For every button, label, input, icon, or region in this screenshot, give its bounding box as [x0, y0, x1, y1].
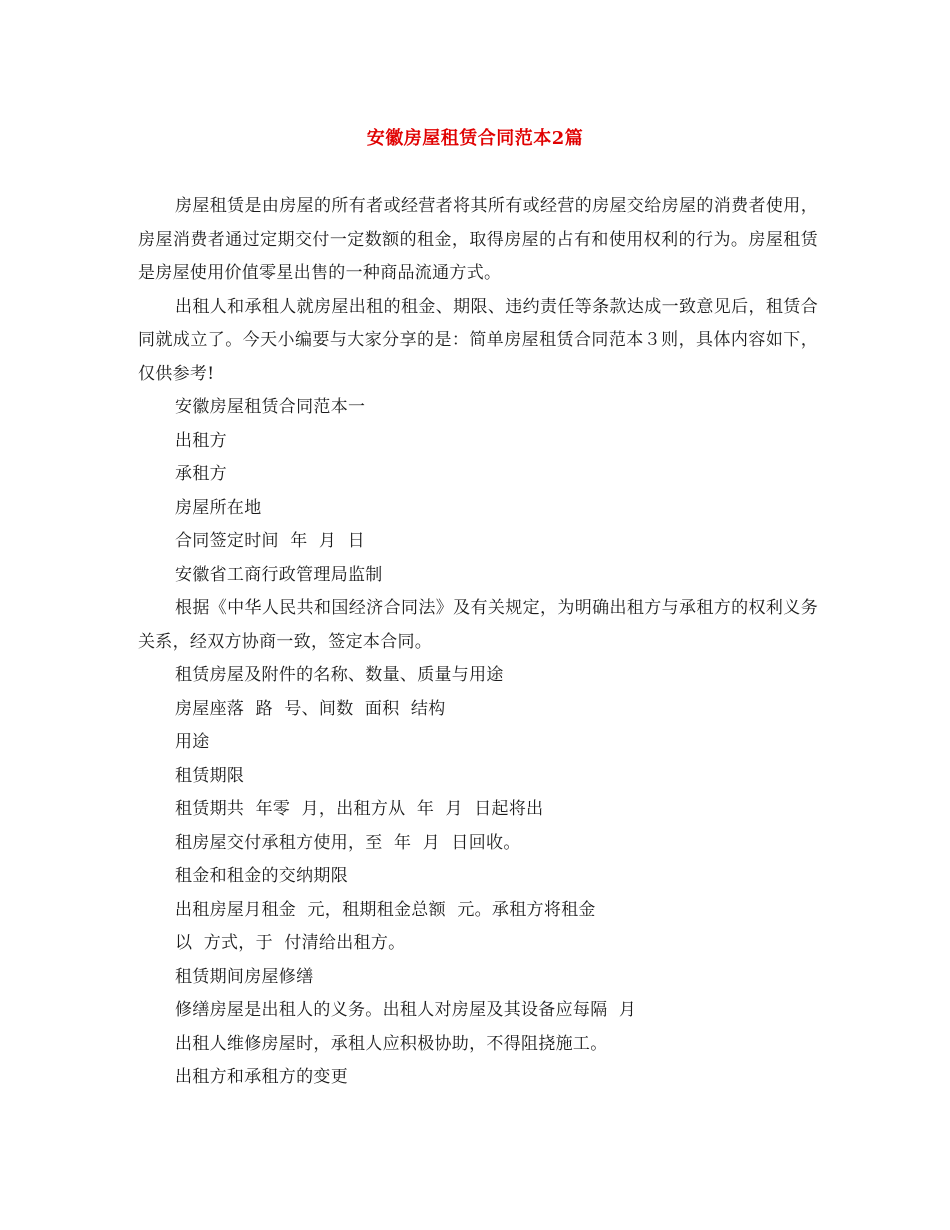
property-location-field: 房屋所在地	[175, 497, 262, 518]
clause-line: 租金和租金的交纳期限	[175, 866, 348, 886]
clause-line: 出租人维修房屋时，承租人应积极协助，不得阻挠施工。	[175, 1033, 608, 1054]
legal-basis-paragraph: 根据《中华人民共和国经济合同法》及有关规定，为明确出租方与承租方的权利义务关系，经双方协商一致，签定本合同。	[138, 598, 818, 652]
clause-line: 修缮房屋是出租人的义务。出租人对房屋及其设备应每隔 月	[175, 1000, 637, 1020]
clause-line: 以 方式，于 付清给出租方。	[175, 933, 406, 953]
clause-line: 用途	[175, 732, 210, 752]
intro-paragraph: 房屋租赁是由房屋的所有者或经营者将其所有或经营的房屋交给房屋的消费者使用，房屋消费者通过定期交付一定数额的租金，取得房屋的占有和使用权利的行为。房屋租赁是房屋使用价值零星出售的一种商品流通方式。	[138, 196, 818, 283]
document-body	[138, 190, 818, 1095]
intro-paragraph: 出租人和承租人就房屋出租的租金、期限、违约责任等条款达成一致意见后，租赁合同就成立了。今天小编要与大家分享的是：简单房屋租赁合同范本３则，具体内容如下，仅供参考!	[138, 296, 818, 384]
clause-line: 出租方和承租方的变更	[175, 1067, 348, 1087]
signing-date-field: 合同签定时间 年 月 日	[175, 531, 365, 551]
clause-line: 租赁期限	[175, 765, 245, 786]
clause-line: 出租房屋月租金 元，租期租金总额 元。承租方将租金	[175, 899, 596, 920]
document-title: 安徽房屋租赁合同范本2篇	[366, 128, 584, 149]
clause-line: 租赁期共 年零 月，出租方从 年 月 日起将出	[175, 799, 544, 819]
clause-line: 租赁房屋及附件的名称、数量、质量与用途	[175, 665, 504, 685]
clause-line: 租赁期间房屋修缮	[175, 966, 314, 987]
clause-line: 房屋座落 路 号、间数 面积 结构	[175, 698, 446, 719]
lessor-field: 出租方	[175, 430, 227, 451]
lessee-field: 承租方	[175, 464, 227, 484]
contract-heading: 安徽房屋租赁合同范本一	[175, 397, 366, 417]
supervisor-line: 安徽省工商行政管理局监制	[175, 564, 383, 585]
clause-line: 租房屋交付承租方使用，至 年 月 日回收。	[175, 832, 521, 853]
